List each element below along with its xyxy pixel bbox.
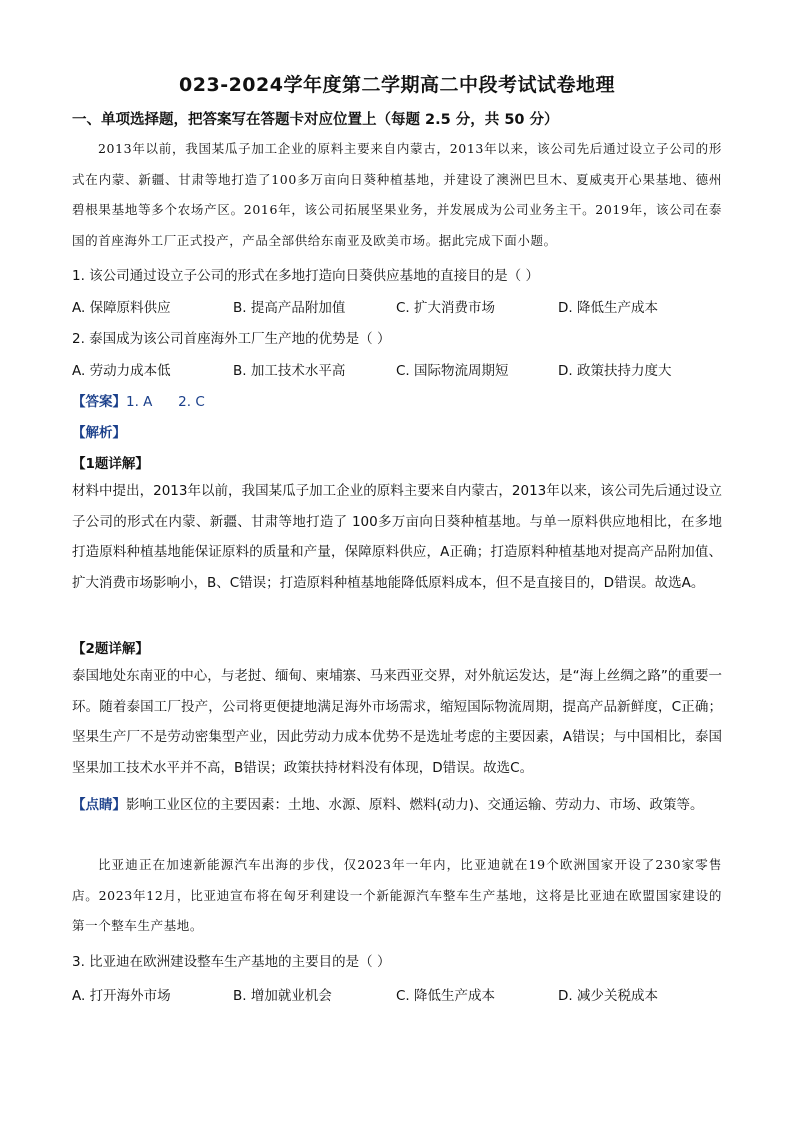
question-1-option-a: A. 保障原料供应	[72, 300, 171, 316]
passage-2: 比亚迪正在加速新能源汽车出海的步伐，仅2023年一年内，比亚迪就在19个欧洲国家开设了230家零售店。2023年12月，比亚迪宣布将在匈牙利建设一个新能源汽车整车生产基地，这将是比亚迪在欧盟国家建设的第一个整车生产基地。	[72, 857, 722, 933]
detail-1-tag: 【1题详解】	[72, 456, 149, 472]
question-3-stem: 3. 比亚迪在欧洲建设整车生产基地的主要目的是（ ）	[72, 954, 391, 970]
question-2-option-b: B. 加工技术水平高	[233, 363, 346, 379]
question-1-stem: 1. 该公司通过设立子公司的形式在多地打造向日葵供应基地的直接目的是（ ）	[72, 268, 539, 284]
question-3-option-b: B. 增加就业机会	[233, 988, 332, 1004]
question-1-option-b: B. 提高产品附加值	[233, 300, 346, 316]
section-heading: 一、单项选择题，把答案写在答题卡对应位置上（每题 2.5 分，共 50 分）	[72, 112, 559, 128]
question-2-stem: 2. 泰国成为该公司首座海外工厂生产地的优势是（ ）	[72, 331, 391, 347]
analysis-tag: 【解析】	[72, 425, 126, 441]
exam-title: 023-2024学年度第二学期高二中段考试试卷地理	[179, 74, 615, 96]
answer-text: 1. A 2. C	[126, 394, 205, 410]
detail-1-text: 材料中提出，2013年以前，我国某瓜子加工企业的原料主要来自内蒙古，2013年以来，该公司先后通过设立子公司的形式在内蒙、新疆、甘肃等地打造了 100多万亩向日葵种植基地。与单一原料供应地相比，在多地打造原料种植基地能保证原料的质量和产量，保障原料供应，A正确；打造原料种植基地对提高产品附加值、扩大消费市场影响小，B、C错误；打造原料种植基地能降低原料成本，但不是直接目的，D错误。故选A。	[72, 483, 722, 591]
question-1-option-d: D. 降低生产成本	[558, 300, 658, 316]
comment-tag: 【点睛】	[72, 797, 126, 813]
question-2-option-a: A. 劳动力成本低	[72, 363, 171, 379]
detail-2-tag: 【2题详解】	[72, 641, 149, 657]
question-2-option-c: C. 国际物流周期短	[396, 363, 509, 379]
question-3-option-c: C. 降低生产成本	[396, 988, 496, 1004]
detail-2-text: 泰国地处东南亚的中心，与老挝、缅甸、柬埔寨、马来西亚交界，对外航运发达，是“海上丝绸之路”的重要一环。随着泰国工厂投产，公司将更便捷地满足海外市场需求，缩短国际物流周期，提高产品新鲜度，C正确；坚果生产厂不是劳动密集型产业，因此劳动力成本优势不是选址考虑的主要因素，A错误；与中国相比，泰国坚果加工技术水平并不高，B错误；政策扶持材料没有体现，D错误。故选C。	[72, 668, 722, 776]
question-1-option-c: C. 扩大消费市场	[396, 300, 496, 316]
question-3-option-d: D. 减少关税成本	[558, 988, 658, 1004]
question-3-option-a: A. 打开海外市场	[72, 988, 171, 1004]
comment-block	[72, 790, 722, 821]
answer-tag: 【答案】	[72, 394, 126, 410]
question-2-option-d: D. 政策扶持力度大	[558, 363, 672, 379]
answer-line	[72, 390, 205, 410]
passage-1: 2013年以前，我国某瓜子加工企业的原料主要来自内蒙古，2013年以来，该公司先后通过设立子公司的形式在内蒙、新疆、甘肃等地打造了100多万亩向日葵种植基地，并建设了澳洲巴旦木、夏威夷开心果基地、德州碧根果基地等多个农场产区。2016年，该公司拓展坚果业务，并发展成为公司业务主干。2019年，该公司在泰国的首座海外工厂正式投产，产品全部供给东南亚及欧美市场。据此完成下面小题。	[72, 141, 722, 248]
comment-text: 影响工业区位的主要因素：土地、水源、原料、燃料(动力)、交通运输、劳动力、市场、政策等。	[126, 797, 704, 813]
